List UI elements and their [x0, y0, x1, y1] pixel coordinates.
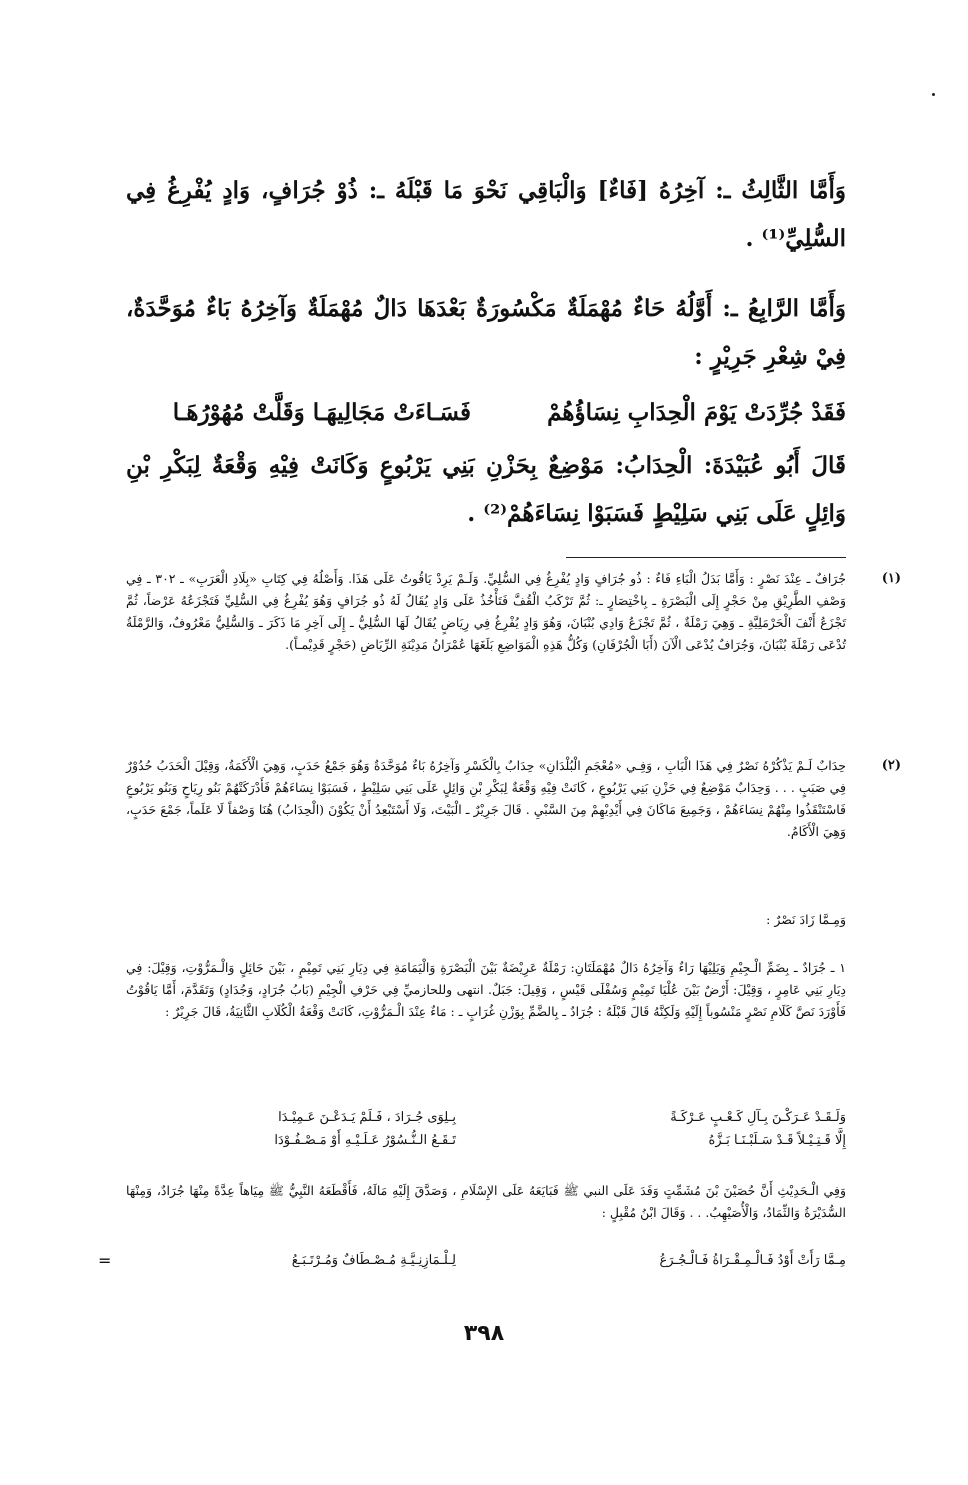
footnote-2-number: (٢): [881, 758, 901, 773]
poem-verse-jarir: [126, 389, 846, 437]
hadith-paragraph: وَفِي الْـحَدِيْثِ أَنَّ حُصَيْنَ بْنَ مُشَمِّتٍ وَفَدَ عَلَى النبي ﷺ فَبَايَعَهُ عَلَى الإِسْلَامِ ، وَصَدَّقَ إِلَيْهِ مَالَهُ، فَأَقْطَعَهُ النَّبِيُّ ﷺ مِيَاهاً عِدَّةً مِنْهَا جُرَادٌ، وَمِنْهَا السُّدَيْرَةُ وَالثِّمَادُ، وَالْأُصَيْهِبُ. . . وَقَالَ ابْنُ مُقْبِلٍ :: [126, 1183, 846, 1220]
verse-second-hemistich: فَسَـاءَتْ مَجَالِيهَـا وَقَلَّتْ مُهُوْرُهَـا: [172, 399, 471, 426]
page-number: ٣٩٨: [463, 1321, 505, 1346]
poem-verse-2: [126, 1107, 846, 1129]
footnote-separator: [566, 557, 846, 558]
verse3-first-hemistich: إِلَّا قَـتِـيْـلاً قَـدْ سَـلَبْـنَـا بَـزَّهُ: [708, 1133, 846, 1148]
verse2-second-hemistich: بِـلِوَى جُـرَادَ ، فَـلَمْ يَـدَعْـنَ عَـمِيْـدَا: [278, 1110, 456, 1125]
paragraph-abu-ubayda: قَالَ أَبُو عُبَيْدَةَ: الْحِدَابُ: مَوْضِعٌ بِحَزْنِ بَنِي يَرْبُوعٍ وَكَانَتْ فِيْهِ وَقْعَةٌ لِبَكْرِ بْنِ وَائِلٍ عَلَى بَنِي سَلِيْطٍ فَسَبَوْا نِسَاءَهُمْ⁽²⁾ .: [126, 452, 846, 527]
verse4-first-hemistich: مِـمَّا رَأَتْ أَوْدُ فَـالْـمِـقْـرَاةُ فَـالْـجُـرَعُ: [659, 1253, 846, 1268]
additions-intro: وَمِـمَّا زَادَ نَصْرٌ :: [766, 912, 846, 927]
footnote-2-text: حِدَابٌ لَـمْ يَذْكُرْهُ نَصْرٌ فِي هَذَا الْبَابِ ، وَفِـي «مُعْجَمِ الْبُلْدَانِ» حِدَابٌ بِالْكَسْرِ وَآخِرُهُ بَاءٌ مُوَحَّدَةٌ وَهُوَ جَمْعُ حَدَبٍ، وَهِيَ الْأَكَمَةُ، وَقِيْلَ الْحَدَبُ حُدُوْرٌ فِي صَبَبٍ . . . وَحِدَابٌ مَوْضِعٌ فِي حَزْنِ بَنِي يَرْبُوعٍ ، كَانَتْ فِيْهِ وَقْعَةٌ لِبَكْرِ بْنِ وَائِلٍ عَلَى بَنِي سَلِيْطٍ ، فَسَبَوْا نِسَاءَهُمْ فَأَدْرَكَتْهُمْ بَنُو رِيَاحٍ وَبَنُو يَرْبُوعٍ فَاسْتَنْقَذُوا مِنْهُمْ نِسَاءَهُمْ ، وَجَمِيعَ مَاكَانَ فِي أَيْدِيْهِمْ مِنَ السَّبْيِ . قَالَ جَرِيْرٌ ـ الْبَيْتَ، وَلَا أَسْتَبْعِدُ أَنْ يَكُوْنَ (الْحِدَابُ) هُنَا وَصْفاً لَا عَلَماً، جَمْعَ حَدَبٍ، وَهِيَ الْأَكَامُ.: [126, 758, 846, 839]
footnote-1-text: جُرَافٌ ـ عِنْدَ نَصْرٍ : وَأَمَّا بَدَلُ الْبَاءِ فَاءٌ : ذُو جُرَافٍ وَادٍ يُفْرِغُ فِي السُّلِيِّ. وَلَـمْ يَرِدْ يَاقُوتُ عَلَى هَذَا. وَأَصْلُهُ فِي كِتَابِ «بِلَادِ الْعَرَبِ» ـ ٣٠٢ ـ فِي وَصْفِ الطَّرِيْقِ مِنْ حَجْرٍ إِلَى الْبَصْرَةِ ـ بِاخْتِصَارٍ ـ: ثُمَّ تَرْكَبُ الْقُفَّ فَتَأْخُذُ عَلَى وَادٍ يُقَالُ لَهُ ذُو جُرَافٍ وَهُوَ يُفْرِغُ فِي السُّلِيِّ فَتَجْزَعُهُ عَرْضاً، ثُمَّ تَجْزَعُ أَنْفَ الْحَرْمَلِيَّةِ ـ وَهِيَ رَمْلَةٌ ، ثُمَّ تَجْزَعُ وَادِي بُنْبَانَ، وَهُوَ وَادٍ يُفْرِغُ فِي رِيَاضٍ يُقَالُ لَهَا السُّلِيُّ ـ إِلَى آخِرِ مَا ذَكَرَ ـ وَالسُّلِيُّ مَعْرُوفٌ، وَالرَّمْلَةُ تُدْعَى رَمْلَةَ بُنْبَانَ، وَجُرَافٌ يُدْعَى الْآنَ (أَبَا الْجُرْفَانِ) وَكُلُّ هَذِهِ الْمَوَاضِعِ بَلَغَهَا عُمْرَانُ مَدِيْنَةِ الرِّيَاضِ (حَجْرٍ قَدِيْمـاً).: [126, 571, 846, 652]
paragraph-fourth: وَأَمَّا الرَّابِعُ ـ: أَوَّلُهُ حَاءٌ مُهْمَلَةٌ مَكْسُورَةٌ بَعْدَهَا دَالٌ مُهْمَلَةٌ وَآخِرُهُ بَاءٌ مُوَحَّدَةٌ، فِيْ شِعْرِ جَرِيْرٍ :: [126, 295, 846, 370]
continuation-mark: =: [98, 1251, 112, 1270]
verse3-second-hemistich: تَـقَـعُ الـنُّـسُوْرُ عَـلَـيْـهِ أَوْ مَـصْـفُـوْدَا: [274, 1133, 456, 1148]
scan-speck: [932, 93, 935, 96]
verse4-second-hemistich: لِـلْـمَازِنِـيَّـةِ مُـصْـطَافٌ وَمُـرْتَـبَـعُ: [291, 1253, 456, 1268]
footnote-1-number: (١): [881, 571, 901, 586]
verse-first-hemistich: فَقَدْ جُرِّدَتْ يَوْمَ الْحِدَابِ نِسَاؤُهُمْ: [547, 399, 846, 426]
poem-verse-3: [126, 1130, 846, 1152]
footnote-1: [126, 568, 901, 656]
poem-verse-ibn-muqbil: [126, 1250, 846, 1272]
addition-entry-jurad: ١ ـ جُرَادٌ ـ بِضَمِّ الْـجِيْمِ وَيَلِيْهَا رَاءٌ وَآخِرُهُ دَالٌ مُهْمَلَتَانِ: رَمْلَةٌ عَرِيْضَةٌ بَيْنَ الْبَصْرَةِ وَالْيَمَامَةِ فِي دِيَارِ بَنِي تَمِيْمٍ ، بَيْنَ حَائِلٍ وَالْـمَرُّوْتِ، وَقِيْلَ: فِي دِيَارِ بَنِي عَامِرٍ ، وَقِيْلَ: أَرْضٌ بَيْنَ عُلْيَا تَمِيْمٍ وَسُفْلَى قَيْسٍ ، وَقِيلَ: جَبَلٌ. انتهى وللحازميِّ فِي حَرْفِ الْجِيْمِ (بَابُ جُرَادٍ، وَجُدَادٍ) وَتَقَدَّمَ، أَمَّا يَاقُوْتُ فَأَوْرَدَ نَصَّ كَلَامِ نَصْرٍ مَنْسُوباً إِلَيْهِ وَلَكِنَّهُ قَالَ قَبْلَهُ : جُرَادٌ ـ بِالضَّمِّ بِوَزْنِ غُرَابٍ ـ : مَاءٌ عِنْدَ الْـمَرُّوْتِ، كَانَتْ وَقْعَةُ الْكُلَابِ الثَّانِيَةُ، قَالَ جَرِيْرٌ :: [126, 960, 846, 1019]
footnote-2: [126, 755, 901, 843]
verse2-first-hemistich: وَلَـقَـدْ عَـرَكْـنَ بِـآلِ كَـعْـبٍ عَـرْكَـةً: [670, 1110, 846, 1125]
paragraph-third: وَأَمَّا الثَّالِثُ ـ: آخِرُهُ [فَاءٌ] وَالْبَاقِي نَحْوَ مَا قَبْلَهُ ـ: ذُوْ جُرَافٍ، وَادٍ يُفْرِغُ فِي السُّلِيِّ⁽¹⁾ .: [126, 177, 846, 252]
